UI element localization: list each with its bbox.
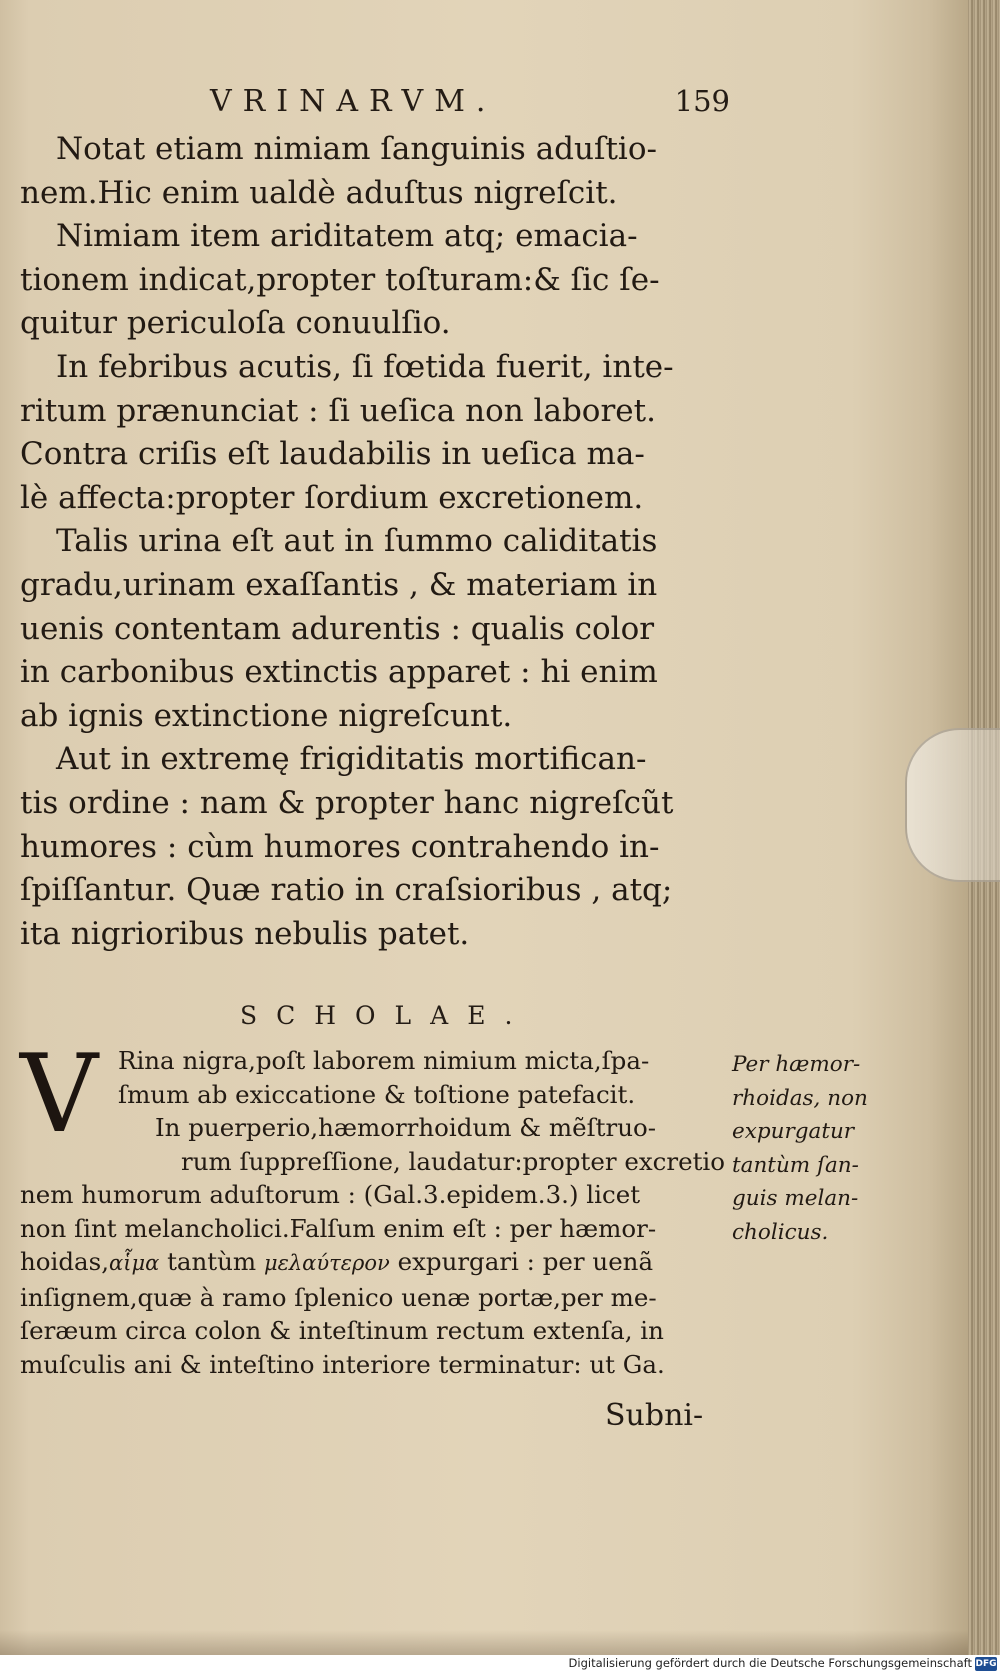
- paragraph: Talis urina eſt aut in ſummo caliditatis gradu,urinam exaſſantis , & materiam in uenis contentam adurentis : qualis color in carbonibus extinctis apparet : hi enim ab ignis extinctione nigreſcunt.: [20, 523, 658, 734]
- page-shadow: [0, 1630, 968, 1655]
- scholia-line: inſignem,quæ à ramo ſplenico uenæ portæ,per me-: [20, 1282, 657, 1312]
- dfg-logo: DFG: [975, 1659, 997, 1669]
- paragraph: In febribus acutis, ſi fœtida fuerit, inte- ritum prænunciat : ſi ueſica non laboret. Contra criſis eſt laudabilis in ueſica ma- lè affecta:propter ſordium excretionem.: [20, 348, 674, 516]
- scholia-line: ſeræum circa colon & inteſtinum rectum extenſa, in: [20, 1316, 664, 1345]
- scholia-text: expurgari : per uenã: [389, 1247, 654, 1276]
- scholia-line: Rina nigra,poſt laborem nimium micta,ſpa-: [118, 1046, 650, 1075]
- scholia-line: [20, 1245, 725, 1281]
- greek-word: μελαύτερον: [263, 1251, 390, 1275]
- scholia-line: rum ſuppreſſione, laudatur:propter excretio: [181, 1146, 725, 1176]
- greek-word: αἷμα: [109, 1251, 160, 1275]
- catchword: Subni-: [605, 1398, 704, 1433]
- section-heading: SCHOLAE.: [240, 1001, 532, 1030]
- main-text-block: [20, 128, 725, 956]
- marginal-note: Per hæmor- rhoidas, non expurgatur tantùm ſan- guis melan- cholicus.: [732, 1052, 868, 1245]
- running-title: VRINARVM.: [210, 84, 497, 119]
- scholia-text: tantùm: [159, 1247, 264, 1276]
- page-clip: [905, 728, 1000, 882]
- digitization-footer: [0, 1655, 1000, 1674]
- running-header: [210, 84, 730, 124]
- paragraph: Notat etiam nimiam ſanguinis aduſtio- nem.Hic enim ualdè aduſtus nigreſcit.: [20, 131, 657, 211]
- scholia-text-block: [20, 1032, 725, 1381]
- scholia-line: In puerperio,hæmorrhoidum & mẽſtruo-: [155, 1113, 657, 1142]
- scholia-line: muſculis ani & inteſtino interiore terminatur: ut Ga.: [20, 1349, 665, 1379]
- scholia-text: hoidas,: [20, 1247, 110, 1276]
- scholia-line: non ſint melancholici.Falſum enim eſt : per hæmor-: [20, 1213, 657, 1243]
- page-number: 159: [674, 84, 730, 118]
- paragraph: Aut in extremę frigiditatis mortifican- tis ordine : nam & propter hanc nigreſcũt humores : cùm humores contrahendo in- ſpiſſantur. Quæ ratio in craſsioribus , atq; ita nigrioribus nebulis patet.: [20, 741, 674, 952]
- scholia-line: ſmum ab exiccatione & toſtione patefacit.: [118, 1079, 636, 1109]
- funding-credit: Digitalisierung gefördert durch die Deutsche Forschungsgemeinschaft: [568, 1656, 972, 1670]
- scholia-line: nem humorum aduſtorum : (Gal.3.epidem.3.) licet: [20, 1180, 641, 1209]
- paragraph: Nimiam item ariditatem atq; emacia- tionem indicat,propter toſturam:& ſic ſe- quitur periculoſa conuulſio.: [20, 218, 660, 342]
- drop-cap: V: [20, 1032, 98, 1157]
